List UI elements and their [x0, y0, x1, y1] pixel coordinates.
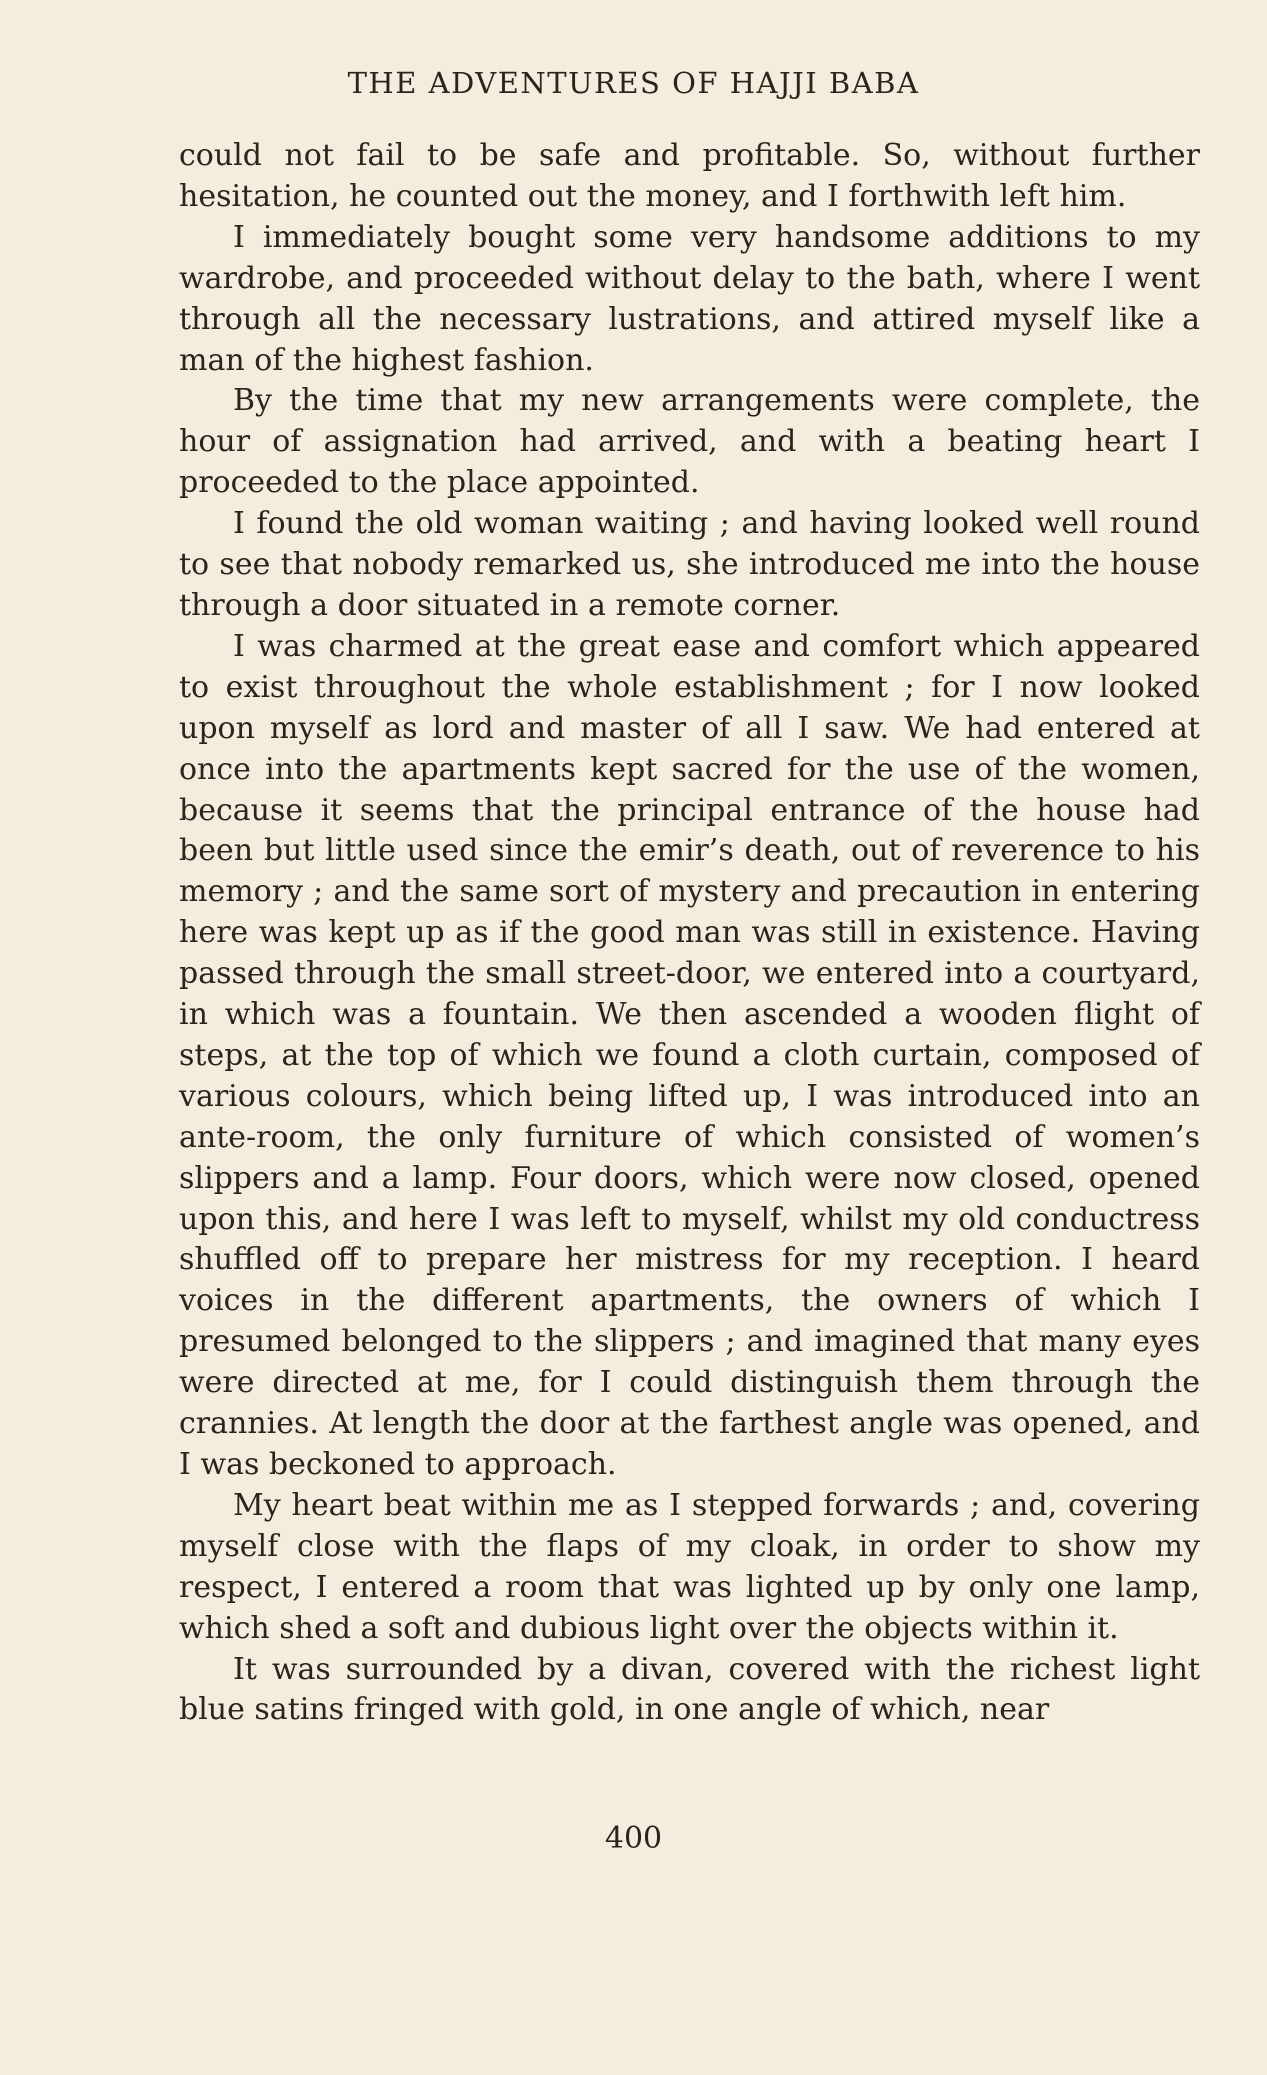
body-text	[179, 136, 1200, 1731]
paragraph: I was charmed at the great ease and comfort which appeared to exist throughout the whole establishment ; for I now looked upon myself as lord and master of all I saw. We had entered at once into the apartments kept sacred for the use of the women, because it seems that the principal entrance of the house had been but little used since the emir’s death, out of reverence to his memory ; and the same sort of mystery and precaution in entering here was kept up as if the good man was still in existence. Having passed through the small street-door, we entered into a courtyard, in which was a fountain. We then ascended a wooden flight of steps, at the top of which we found a cloth curtain, composed of various colours, which being lifted up, I was introduced into an ante-room, the only furniture of which consisted of women’s slippers and a lamp. Four doors, which were now closed, opened upon this, and here I was left to myself, whilst my old conductress shuffled off to prepare her mistress for my reception. I heard voices in the different apartments, the owners of which I presumed belonged to the slippers ; and imagined that many eyes were directed at me, for I could distinguish them through the crannies. At length the door at the farthest angle was opened, and I was beckoned to approach.	[179, 628, 1200, 1482]
paragraph: could not fail to be safe and profitable. So, without further hesitation, he counted out the money, and I forthwith left him.	[179, 138, 1200, 214]
paragraph: My heart beat within me as I stepped forwards ; and, covering myself close with the flaps of my cloak, in order to show my respect, I entered a room that was lighted up by only one lamp, which shed a soft and dubious light over the objects within it.	[179, 1487, 1200, 1646]
running-head: THE ADVENTURES OF HAJJI BABA	[347, 66, 920, 100]
paragraph: I found the old woman waiting ; and having looked well round to see that nobody remarked us, she introduced me into the house through a door situated in a remote corner.	[179, 506, 1200, 623]
paragraph: I immediately bought some very handsome additions to my wardrobe, and proceeded without delay to the bath, where I went through all the necessary lustrations, and attired myself like a man of the highest fashion.	[179, 219, 1200, 378]
paragraph: It was surrounded by a divan, covered with the richest light blue satins fringed with gold, in one angle of which, near	[179, 1651, 1200, 1728]
page-number: 400	[604, 1821, 663, 1856]
paragraph: By the time that my new arrangements were complete, the hour of assignation had arrived, and with a beating heart I proceeded to the place appointed.	[179, 383, 1200, 501]
